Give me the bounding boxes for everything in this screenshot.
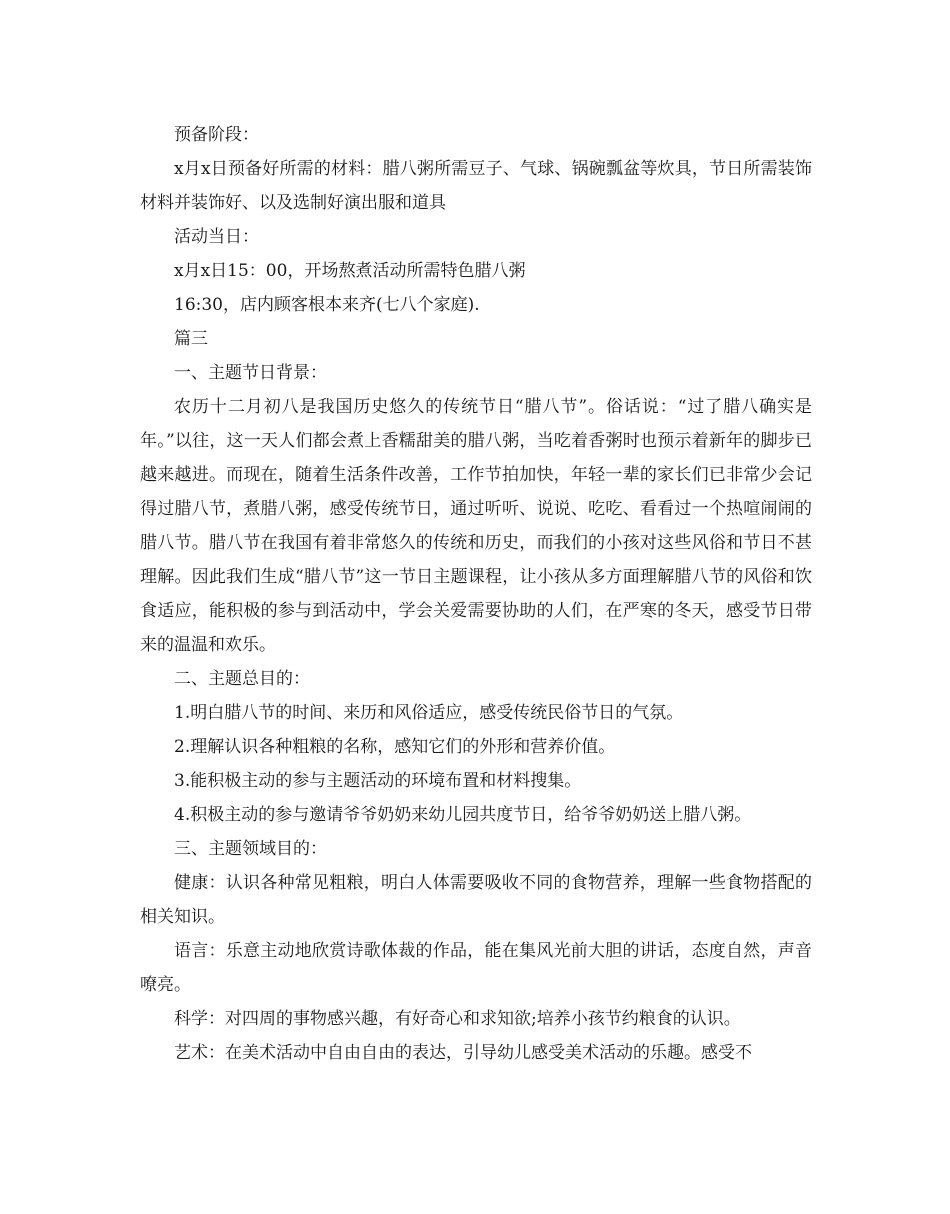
paragraph-event-day-heading: 活动当日：	[174, 227, 259, 247]
paragraph-goal-2: 2.理解认识各种粗粮的名称，感知它们的外形和营养价值。	[174, 737, 616, 757]
document-body	[140, 118, 812, 1070]
paragraph-domain-health: 健康：认识各种常见粗粮，明白人体需要吸收不同的食物营养，理解一些食物搭配的相关知识。	[140, 873, 812, 927]
paragraph-section-three-heading: 三、主题领域目的：	[174, 839, 327, 859]
paragraph-domain-language: 语言：乐意主动地欣赏诗歌体裁的作品，能在集风光前大胆的讲话，态度自然，声音嘹亮。	[140, 941, 812, 995]
paragraph-domain-science: 科学：对四周的事物感兴趣，有好奇心和求知欲;培养小孩节约粮食的认识。	[174, 1009, 741, 1029]
paragraph-prep-stage-heading: 预备阶段：	[174, 125, 259, 145]
paragraph-section-one-heading: 一、主题节日背景：	[174, 363, 327, 383]
paragraph-goal-1: 1.明白腊八节的时间、来历和风俗适应，感受传统民俗节日的气氛。	[174, 703, 684, 723]
paragraph-event-time-1500: x月x日15：00，开场熬煮活动所需特色腊八粥	[174, 261, 526, 281]
paragraph-section-two-heading: 二、主题总目的：	[174, 669, 310, 689]
paragraph-part-three: 篇三	[174, 329, 208, 349]
paragraph-prep-materials: x月x日预备好所需的材料：腊八粥所需豆子、气球、锅碗瓢盆等炊具，节日所需装饰材料并装饰好、以及选制好演出服和道具	[140, 159, 812, 213]
paragraph-festival-background: 农历十二月初八是我国历史悠久的传统节日“腊八节”。俗话说：“过了腊八确实是年。”以往，这一天人们都会煮上香糯甜美的腊八粥，当吃着香粥时也预示着新年的脚步已越来越进。而现在，随着生活条件改善，工作节拍加快，年轻一辈的家长们已非常少会记得过腊八节，煮腊八粥，感受传统节日，通过听听、说说、吃吃、看看过一个热喧闹闹的腊八节。腊八节在我国有着非常悠久的传统和历史，而我们的小孩对这些风俗和节日不甚理解。因此我们生成“腊八节”这一节日主题课程，让小孩从多方面理解腊八节的风俗和饮食适应，能积极的参与到活动中，学会关爱需要协助的人们，在严寒的冬天，感受节日带来的温温和欢乐。	[140, 397, 812, 655]
paragraph-event-time-1630: 16:30，店内顾客根本来齐(七八个家庭).	[174, 295, 480, 315]
paragraph-goal-4: 4.积极主动的参与邀请爷爷奶奶来幼儿园共度节日，给爷爷奶奶送上腊八粥。	[174, 805, 752, 825]
paragraph-goal-3: 3.能积极主动的参与主题活动的环境布置和材料搜集。	[174, 771, 582, 791]
paragraph-domain-art: 艺术：在美术活动中自由自由的表达，引导幼儿感受美术活动的乐趣。感受不	[174, 1043, 752, 1063]
